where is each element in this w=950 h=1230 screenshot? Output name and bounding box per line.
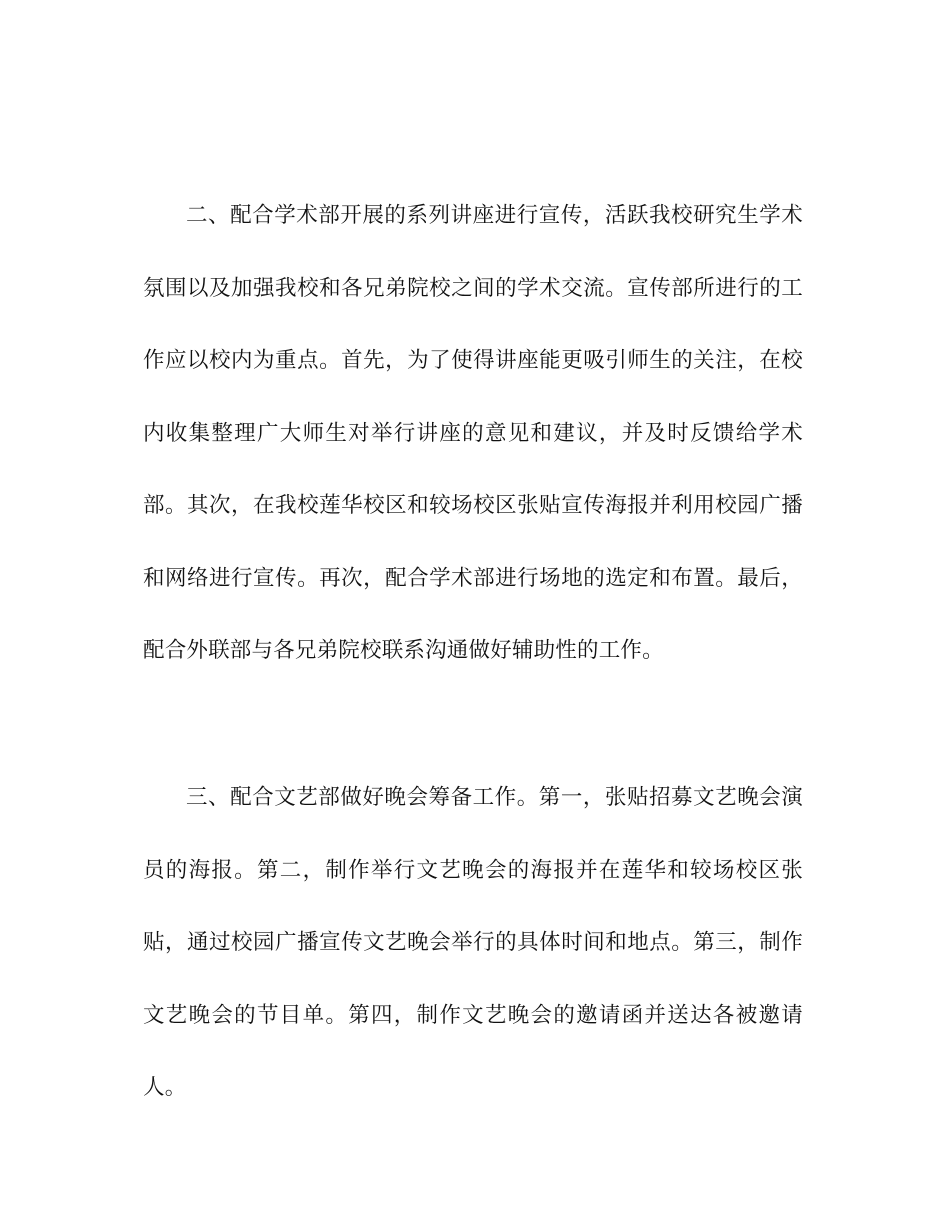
paragraph-publicity-lectures: 二、配合学术部开展的系列讲座进行宣传，活跃我校研究生学术氛围以及加强我校和各兄弟院校之间的学术交流。宣传部所进行的工作应以校内为重点。首先，为了使得讲座能更吸引师生的关注，在校内收集整理广大师生对举行讲座的意见和建议，并及时反馈给学术部。其次，在我校莲华校区和较场校区张贴宣传海报并利用校园广播和网络进行宣传。再次，配合学术部进行场地的选定和布置。最后，配合外联部与各兄弟院校联系沟通做好辅助性的工作。	[143, 203, 803, 663]
paragraph-gala-preparation: 三、配合文艺部做好晚会筹备工作。第一，张贴招募文艺晚会演员的海报。第二，制作举行文艺晚会的海报并在莲华和较场校区张贴，通过校园广播宣传文艺晚会举行的具体时间和地点。第三，制作文艺晚会的节目单。第四，制作文艺晚会的邀请函并送达各被邀请人。	[143, 785, 803, 1100]
